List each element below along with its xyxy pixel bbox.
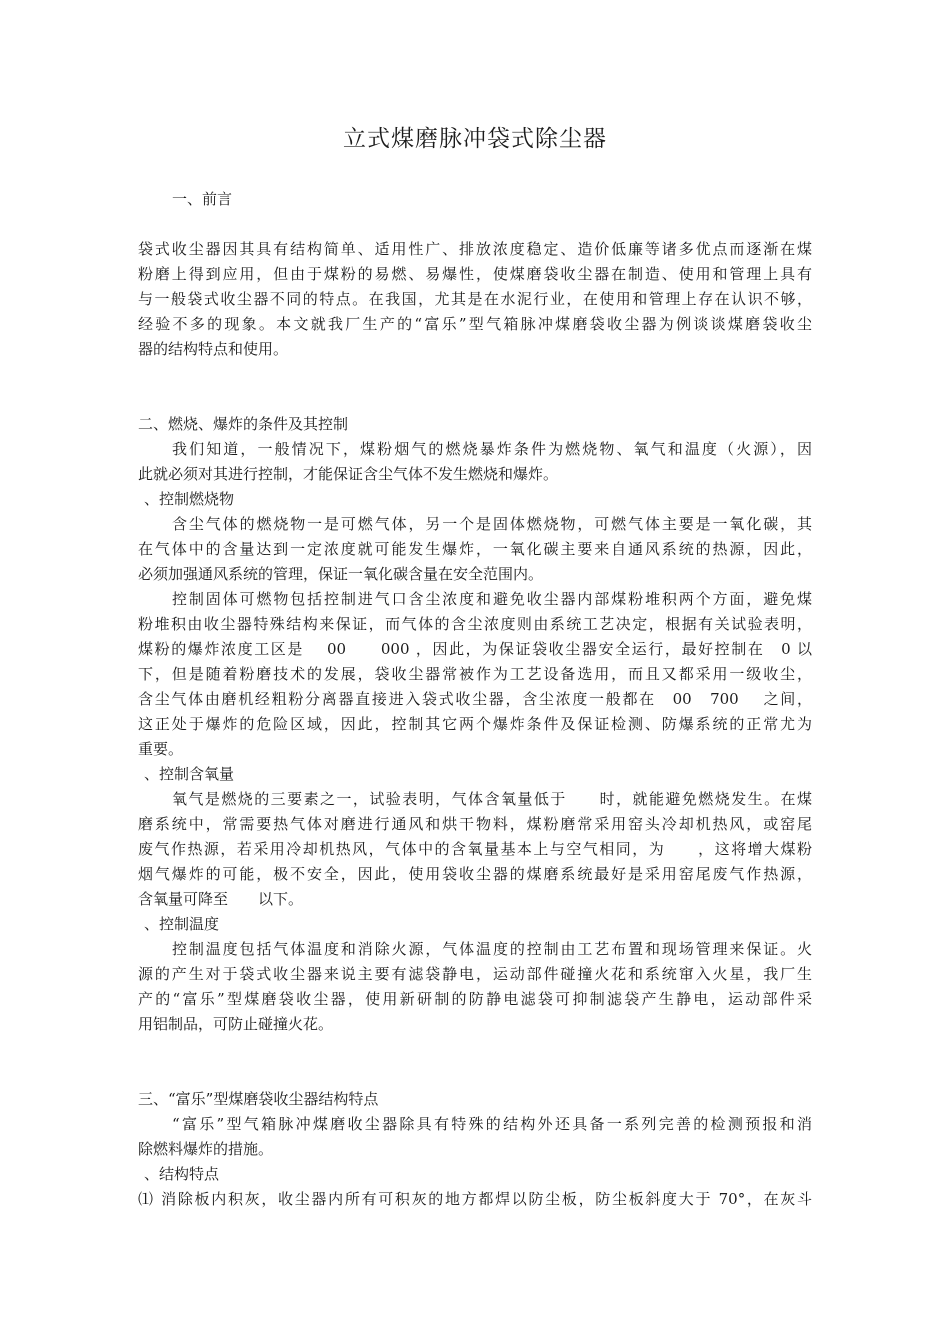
paragraph-line: 废气作热源，若采用冷却机热风，气体中的含氧量基本上与空气相同，为 ，这将增大煤粉 bbox=[138, 840, 812, 858]
paragraph-line: 氧气是燃烧的三要素之一，试验表明，气体含氧量低于 时，就能避免燃烧发生。在煤 bbox=[172, 790, 812, 808]
paragraph-line: 含尘气体的燃烧物一是可燃气体，另一个是固体燃烧物，可燃气体主要是一氧化碳，其 bbox=[172, 515, 812, 533]
paragraph-line: 经验不多的现象。本文就我厂生产的“富乐”型气箱脉冲煤磨袋收尘器为例谈谈煤磨袋收尘 bbox=[138, 315, 812, 333]
paragraph-line: 磨系统中，常需要热气体对磨进行通风和烘干物料，煤粉磨常采用窑头冷却机热风，或窑尾 bbox=[138, 815, 812, 833]
paragraph-line: 在气体中的含量达到一定浓度就可能发生爆炸，一氧化碳主要来自通风系统的热源，因此， bbox=[138, 540, 812, 558]
paragraph-line: 器的结构特点和使用。 bbox=[138, 340, 289, 358]
subsection-heading: 、控制温度 bbox=[144, 915, 220, 933]
paragraph-line: 袋式收尘器因其具有结构简单、适用性广、排放浓度稳定、造价低廉等诸多优点而逐渐在煤 bbox=[138, 240, 812, 258]
paragraph-line: 此就必须对其进行控制，才能保证含尘气体不发生燃烧和爆炸。 bbox=[138, 465, 559, 483]
paragraph-line: 用铝制品，可防止碰撞火花。 bbox=[138, 1015, 334, 1033]
paragraph-line: 含氧量可降至 以下。 bbox=[138, 890, 304, 908]
list-item: ⑴ 消除板内积灰，收尘器内所有可积灰的地方都焊以防尘板，防尘板斜度大于 70°，在灰斗 bbox=[138, 1190, 812, 1208]
paragraph-line: 除燃料爆炸的措施。 bbox=[138, 1140, 274, 1158]
paragraph-line: 产的“富乐”型煤磨袋收尘器，使用新研制的防静电滤袋可抑制滤袋产生静电，运动部件采 bbox=[138, 990, 812, 1008]
paragraph-line: 重要。 bbox=[138, 740, 184, 758]
paragraph-line: “富乐”型气箱脉冲煤磨收尘器除具有特殊的结构外还具备一系列完善的检测预报和消 bbox=[172, 1115, 812, 1133]
subsection-heading: 、控制燃烧物 bbox=[144, 490, 235, 508]
section-heading-2: 二、燃烧、爆炸的条件及其控制 bbox=[138, 415, 349, 433]
paragraph-line: 必须加强通风系统的管理，保证一氧化碳含量在安全范围内。 bbox=[138, 565, 544, 583]
paragraph-line: 与一般袋式收尘器不同的特点。在我国，尤其是在水泥行业，在使用和管理上存在认识不够， bbox=[138, 290, 812, 308]
paragraph-line: 源的产生对于袋式收尘器来说主要有滤袋静电，运动部件碰撞火花和系统窜入火星，我厂生 bbox=[138, 965, 812, 983]
paragraph-line: 含尘气体由磨机经粗粉分离器直接进入袋式收尘器，含尘浓度一般都在 00 700 之间， bbox=[138, 690, 812, 708]
paragraph-line: 控制温度包括气体温度和消除火源，气体温度的控制由工艺布置和现场管理来保证。火 bbox=[172, 940, 812, 958]
subsection-heading: 、控制含氧量 bbox=[144, 765, 235, 783]
paragraph-line: 粉磨上得到应用，但由于煤粉的易燃、易爆性，使煤磨袋收尘器在制造、使用和管理上具有 bbox=[138, 265, 812, 283]
paragraph-line: 我们知道，一般情况下，煤粉烟气的燃烧暴炸条件为燃烧物、氧气和温度（火源），因 bbox=[172, 440, 812, 458]
section-heading-3: 三、“富乐”型煤磨袋收尘器结构特点 bbox=[138, 1090, 379, 1108]
paragraph-line: 粉堆积由收尘器特殊结构来保证，而气体的含尘浓度则由系统工艺决定，根据有关试验表明， bbox=[138, 615, 812, 633]
subsection-heading: 、结构特点 bbox=[144, 1165, 220, 1183]
paragraph-line: 烟气爆炸的可能，极不安全，因此，使用袋收尘器的煤磨系统最好是采用窑尾废气作热源， bbox=[138, 865, 812, 883]
paragraph-line: 下，但是随着粉磨技术的发展，袋收尘器常被作为工艺设备选用，而且又都采用一级收尘， bbox=[138, 665, 812, 683]
section-heading-1: 一、前言 bbox=[172, 190, 233, 208]
paragraph-line: 控制固体可燃物包括控制进气口含尘浓度和避免收尘器内部煤粉堆积两个方面，避免煤 bbox=[172, 590, 812, 608]
paragraph-line: 这正处于爆炸的危险区域，因此，控制其它两个爆炸条件及保证检测、防爆系统的正常尤为 bbox=[138, 715, 812, 733]
document-title: 立式煤磨脉冲袋式除尘器 bbox=[343, 126, 607, 152]
paragraph-line: 煤粉的爆炸浓度工区是 00 000 ，因此，为保证袋收尘器安全运行，最好控制在 0 以 bbox=[138, 640, 812, 658]
